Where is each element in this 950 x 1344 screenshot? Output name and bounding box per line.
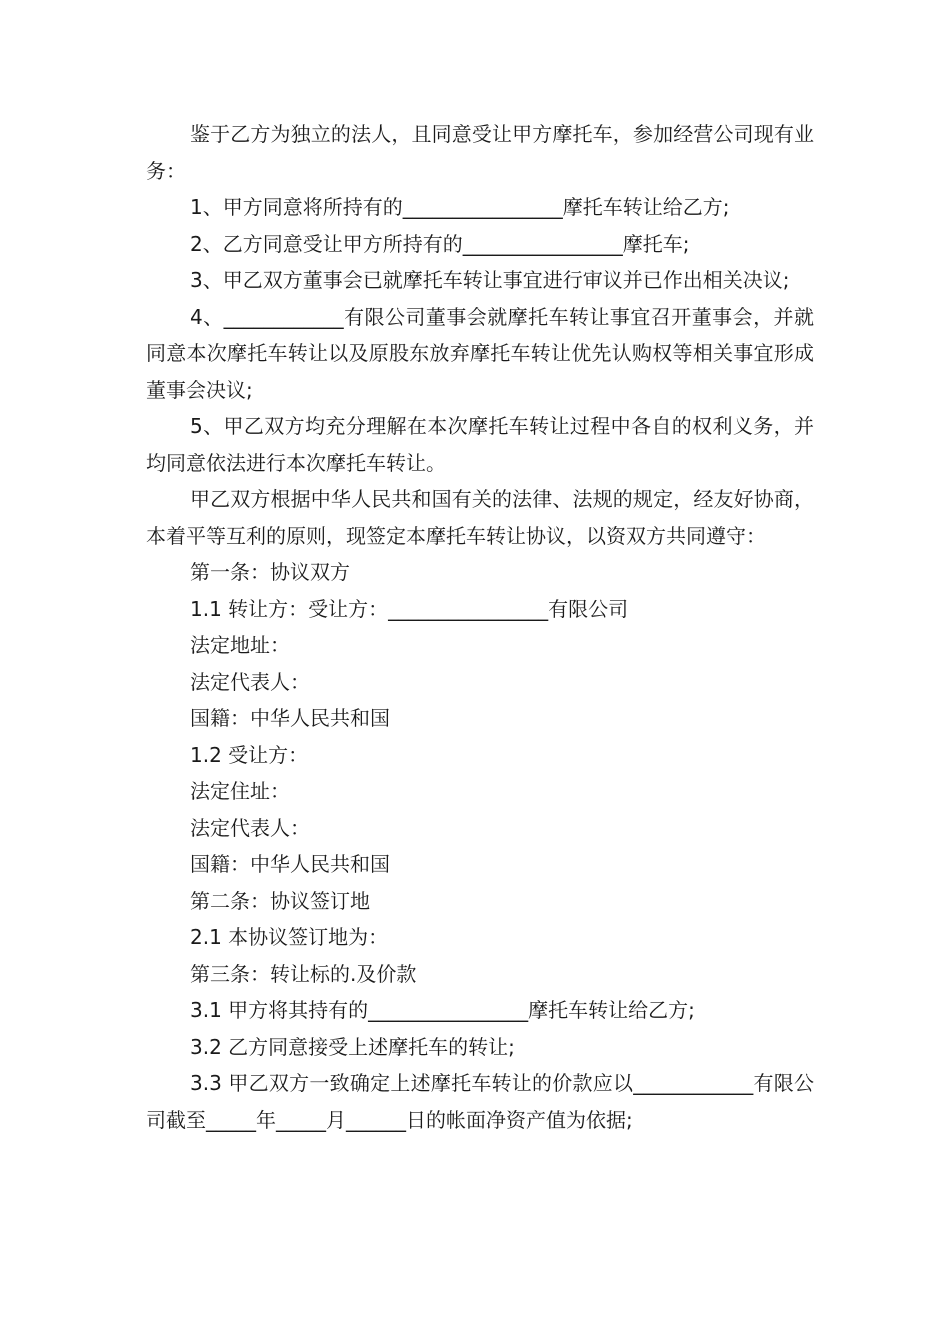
clause-3-1: 3.1 甲方将其持有的________________摩托车转让给乙方;	[190, 998, 695, 1022]
article-1-heading: 第一条：协议双方	[190, 560, 350, 584]
article-2-heading: 第二条：协议签订地	[190, 888, 370, 913]
legal-representative-field-2: 法定代表人：	[190, 815, 310, 840]
nationality-field: 国籍：中华人民共和国	[190, 706, 390, 730]
paragraph-preamble: 鉴于乙方为独立的法人，且同意受让甲方摩托车，参加经营公司现有业务：	[146, 122, 814, 183]
paragraph-item-4: 4、____________有限公司董事会就摩托车转让事宜召开董事会，并就同意本次摩托车转让以及原股东放弃摩托车转让优先认购权等相关事宜形成董事会决议;	[146, 304, 814, 402]
paragraph-item-5: 5、甲乙双方均充分理解在本次摩托车转让过程中各自的权利义务，并均同意依法进行本次摩托车转让。	[146, 414, 814, 475]
paragraph-item-1: 1、甲方同意将所持有的________________摩托车转让给乙方;	[190, 195, 730, 219]
legal-address-field: 法定地址：	[190, 633, 290, 657]
paragraph-item-2: 2、乙方同意受让甲方所持有的________________摩托车;	[190, 231, 690, 256]
legal-residence-field: 法定住址：	[190, 779, 290, 803]
clause-3-3: 3.3 甲乙双方一致确定上述摩托车转让的价款应以____________有限公司截至_____年_____月______日的帐面净资产值为依据;	[146, 1071, 814, 1132]
clause-3-2: 3.2 乙方同意接受上述摩托车的转让;	[190, 1034, 515, 1059]
clause-1-2: 1.2 受让方：	[190, 742, 309, 767]
document-body	[146, 116, 814, 1138]
article-3-heading: 第三条：转让标的.及价款	[190, 961, 417, 986]
clause-2-1: 2.1 本协议签订地为：	[190, 925, 389, 949]
paragraph-item-3: 3、甲乙双方董事会已就摩托车转让事宜进行审议并已作出相关决议;	[190, 268, 790, 292]
legal-representative-field: 法定代表人：	[190, 669, 310, 694]
nationality-field-2: 国籍：中华人民共和国	[190, 852, 390, 876]
paragraph-agreement-intro: 甲乙双方根据中华人民共和国有关的法律、法规的规定，经友好协商，本着平等互利的原则，现签定本摩托车转让协议，以资双方共同遵守：	[146, 487, 814, 548]
clause-1-1: 1.1 转让方：受让方：________________有限公司	[190, 596, 629, 621]
